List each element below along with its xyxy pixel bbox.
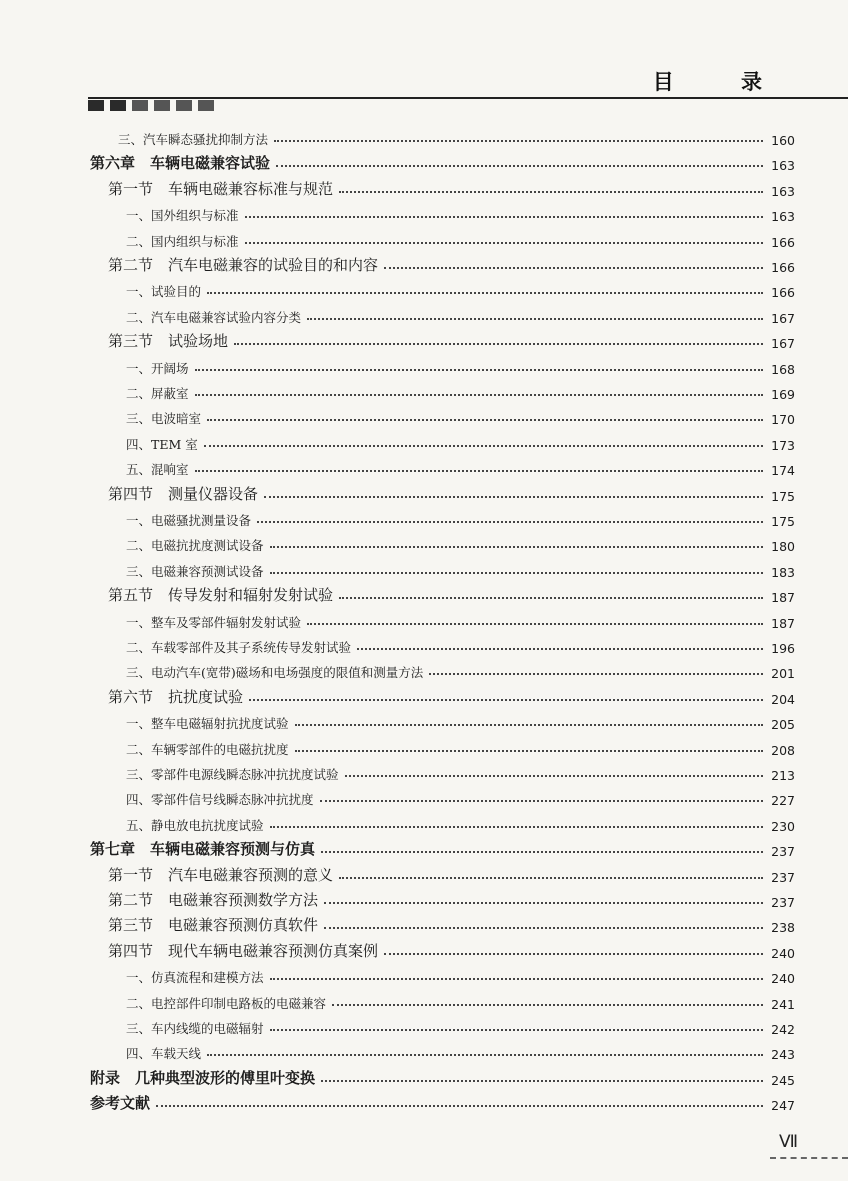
- toc-label: 二、屏蔽室: [126, 386, 189, 401]
- toc-item[interactable]: [126, 657, 795, 681]
- toc-label: 第四节 测量仪器设备: [108, 484, 259, 503]
- toc-page-number: 237: [771, 895, 795, 910]
- toc-label: 第二节 汽车电磁兼容的试验目的和内容: [108, 256, 379, 274]
- toc-item[interactable]: [126, 556, 795, 580]
- dot-leader: [295, 724, 763, 726]
- toc-label: 四、零部件信号线瞬态脉冲抗扰度: [126, 792, 314, 808]
- dot-leader: [270, 826, 763, 828]
- dot-leader: [270, 546, 763, 548]
- toc-item[interactable]: [126, 632, 795, 656]
- toc-section[interactable]: [108, 911, 795, 935]
- footer-rule: [770, 1157, 848, 1159]
- toc-page-number: 240: [771, 971, 795, 987]
- toc-page-number: 183: [771, 564, 795, 580]
- toc-item[interactable]: [126, 276, 795, 300]
- toc-section[interactable]: [108, 861, 795, 885]
- dot-leader: [332, 1004, 763, 1006]
- dot-leader: [429, 673, 763, 675]
- toc-label: 第三节 电磁兼容预测仿真软件: [108, 916, 319, 935]
- dot-leader: [320, 800, 763, 802]
- toc-label: 二、车载零部件及其子系统传导发射试验: [126, 640, 352, 655]
- toc-item[interactable]: [126, 607, 795, 631]
- dot-leader: [276, 165, 763, 167]
- toc-page-number: 166: [771, 234, 795, 250]
- toc-label: 第一节 车辆电磁兼容标准与规范: [108, 179, 334, 198]
- toc-page-number: 187: [771, 590, 795, 606]
- toc-page-number: 163: [771, 183, 795, 199]
- toc-item[interactable]: [126, 962, 795, 986]
- toc-section[interactable]: [108, 175, 795, 199]
- toc-label: 四、TEM 室: [126, 436, 198, 452]
- dot-leader: [249, 699, 763, 701]
- dot-leader: [339, 877, 763, 879]
- toc-label: 四、车载天线: [126, 1046, 202, 1062]
- toc-page-number: 180: [771, 539, 795, 555]
- dot-leader: [195, 394, 763, 396]
- toc-item[interactable]: [126, 454, 795, 478]
- toc-page-number: 241: [771, 996, 795, 1012]
- toc-label: 三、电动汽车(宽带)磁场和电场强度的限值和测量方法: [126, 665, 424, 681]
- toc-item[interactable]: [126, 988, 795, 1012]
- toc-page-number: 242: [771, 1022, 795, 1037]
- dot-leader: [324, 927, 763, 929]
- header-rule: [88, 97, 848, 99]
- toc-page-number: 173: [771, 437, 795, 453]
- header-decoration: [88, 100, 214, 111]
- dot-leader: [245, 242, 763, 244]
- dot-leader: [357, 648, 763, 650]
- toc-section[interactable]: [108, 251, 795, 275]
- toc-item[interactable]: [126, 403, 795, 427]
- toc-page-number: 174: [771, 463, 795, 479]
- dot-leader: [307, 318, 763, 320]
- toc-label: 第三节 试验场地: [108, 332, 229, 351]
- dot-leader: [307, 623, 763, 625]
- toc-item[interactable]: [118, 124, 795, 148]
- toc-chapter[interactable]: [90, 149, 795, 173]
- dot-leader: [207, 419, 763, 421]
- toc-label: 二、汽车电磁兼容试验内容分类: [126, 309, 302, 325]
- toc-item[interactable]: [126, 530, 795, 554]
- page-number: Ⅶ: [778, 1132, 798, 1152]
- toc-item[interactable]: [126, 226, 795, 250]
- dot-leader: [321, 1080, 763, 1082]
- toc-item[interactable]: [126, 378, 795, 402]
- dot-leader: [207, 292, 763, 294]
- dot-leader: [234, 343, 763, 345]
- toc-label: 五、混响室: [126, 462, 189, 478]
- toc-page-number: 243: [771, 1047, 795, 1063]
- toc-label: 一、开阔场: [126, 360, 189, 376]
- toc-item[interactable]: [126, 1013, 795, 1037]
- toc-label: 第六章 车辆电磁兼容试验: [90, 154, 271, 173]
- toc-label: 三、电波暗室: [126, 411, 202, 427]
- toc-page-number: 238: [771, 920, 795, 936]
- toc-page-number: 167: [771, 336, 795, 352]
- toc-page-number: 237: [771, 844, 795, 860]
- dot-leader: [274, 140, 763, 142]
- dot-leader: [339, 597, 763, 599]
- toc-item[interactable]: [126, 734, 795, 758]
- dot-leader: [195, 470, 763, 472]
- toc-page-number: 175: [771, 514, 795, 529]
- toc-label: 第六节 抗扰度试验: [108, 687, 244, 706]
- toc-label: 二、电磁抗扰度测试设备: [126, 538, 264, 554]
- toc-section[interactable]: [108, 683, 795, 707]
- dot-leader: [384, 953, 763, 955]
- toc-page-number: 175: [771, 488, 795, 504]
- toc-label: 二、车辆零部件的电磁抗扰度: [126, 741, 289, 757]
- toc-item[interactable]: [126, 759, 795, 783]
- toc-page-number: 196: [771, 641, 795, 656]
- toc-page-number: 245: [771, 1072, 795, 1088]
- toc-section[interactable]: [108, 886, 795, 910]
- toc-page-number: 163: [771, 158, 795, 174]
- toc-page-number: 227: [771, 793, 795, 809]
- toc-label: 一、国外组织与标准: [126, 208, 239, 224]
- dot-leader: [270, 1029, 763, 1031]
- toc-page-number: 201: [771, 666, 795, 682]
- dot-leader: [321, 851, 763, 853]
- dot-leader: [324, 902, 763, 904]
- dot-leader: [207, 1054, 763, 1056]
- dot-leader: [156, 1105, 763, 1107]
- toc-label: 五、静电放电抗扰度试验: [126, 817, 264, 833]
- toc-item[interactable]: [126, 200, 795, 224]
- toc-item[interactable]: [126, 302, 795, 326]
- toc-item[interactable]: [126, 353, 795, 377]
- page-title: 目 录: [652, 70, 792, 94]
- toc-section[interactable]: [108, 581, 795, 605]
- toc-label: 二、国内组织与标准: [126, 233, 239, 249]
- toc-item[interactable]: [126, 1038, 795, 1062]
- toc-page-number: 205: [771, 717, 795, 733]
- toc-page-number: 168: [771, 361, 795, 377]
- dot-leader: [195, 369, 763, 371]
- toc-page-number: 240: [771, 945, 795, 961]
- toc-label: 第一节 汽车电磁兼容预测的意义: [108, 865, 334, 884]
- toc-section[interactable]: [108, 327, 795, 351]
- toc-label: 三、电磁兼容预测试设备: [126, 563, 264, 579]
- toc-page-number: 187: [771, 615, 795, 631]
- toc-item[interactable]: [126, 708, 795, 732]
- dot-leader: [270, 572, 763, 574]
- toc-page-number: 167: [771, 310, 795, 326]
- dot-leader: [204, 445, 763, 447]
- toc-section[interactable]: [108, 480, 795, 504]
- toc-label: 第二节 电磁兼容预测数学方法: [108, 891, 319, 909]
- dot-leader: [257, 521, 763, 523]
- toc-page-number: 230: [771, 818, 795, 834]
- toc-page-number: 247: [771, 1098, 795, 1114]
- toc-page-number: 160: [771, 133, 795, 148]
- toc-label: 第四节 现代车辆电磁兼容预测仿真案例: [108, 941, 379, 960]
- toc-label: 第七章 车辆电磁兼容预测与仿真: [90, 840, 316, 859]
- toc-page-number: 163: [771, 209, 795, 225]
- toc-page-number: 166: [771, 260, 795, 275]
- toc-chapter[interactable]: [90, 1064, 795, 1088]
- dot-leader: [245, 216, 763, 218]
- toc-page-number: 237: [771, 869, 795, 885]
- toc-item[interactable]: [126, 429, 795, 453]
- toc-label: 一、整车电磁辐射抗扰度试验: [126, 716, 289, 732]
- toc-label: 参考文献: [90, 1094, 151, 1113]
- toc-chapter[interactable]: [90, 1089, 795, 1113]
- toc-section[interactable]: [108, 937, 795, 961]
- toc-page-number: 204: [771, 691, 795, 707]
- dot-leader: [384, 267, 763, 269]
- toc-label: 第五节 传导发射和辐射发射试验: [108, 586, 334, 605]
- dot-leader: [270, 978, 763, 980]
- toc-page-number: 208: [771, 742, 795, 758]
- toc-label: 一、整车及零部件辐射发射试验: [126, 614, 302, 630]
- toc-label: 一、电磁骚扰测量设备: [126, 513, 252, 528]
- dot-leader: [345, 775, 763, 777]
- toc-item[interactable]: [126, 810, 795, 834]
- toc-label: 一、仿真流程和建模方法: [126, 970, 264, 986]
- toc-page-number: 170: [771, 412, 795, 428]
- toc-item[interactable]: [126, 505, 795, 529]
- toc-page-number: 166: [771, 285, 795, 301]
- toc-chapter[interactable]: [90, 835, 795, 859]
- toc-item[interactable]: [126, 784, 795, 808]
- toc-label: 三、车内线缆的电磁辐射: [126, 1021, 264, 1036]
- toc-page-number: 169: [771, 387, 795, 402]
- toc-label: 二、电控部件印制电路板的电磁兼容: [126, 995, 327, 1011]
- toc-page-number: 213: [771, 768, 795, 783]
- toc-label: 三、零部件电源线瞬态脉冲抗扰度试验: [126, 767, 339, 782]
- dot-leader: [264, 496, 763, 498]
- toc-label: 一、试验目的: [126, 284, 202, 300]
- toc-label: 附录 几种典型波形的傅里叶变换: [90, 1068, 316, 1087]
- toc-label: 三、汽车瞬态骚扰抑制方法: [118, 132, 269, 147]
- dot-leader: [295, 750, 763, 752]
- dot-leader: [339, 191, 763, 193]
